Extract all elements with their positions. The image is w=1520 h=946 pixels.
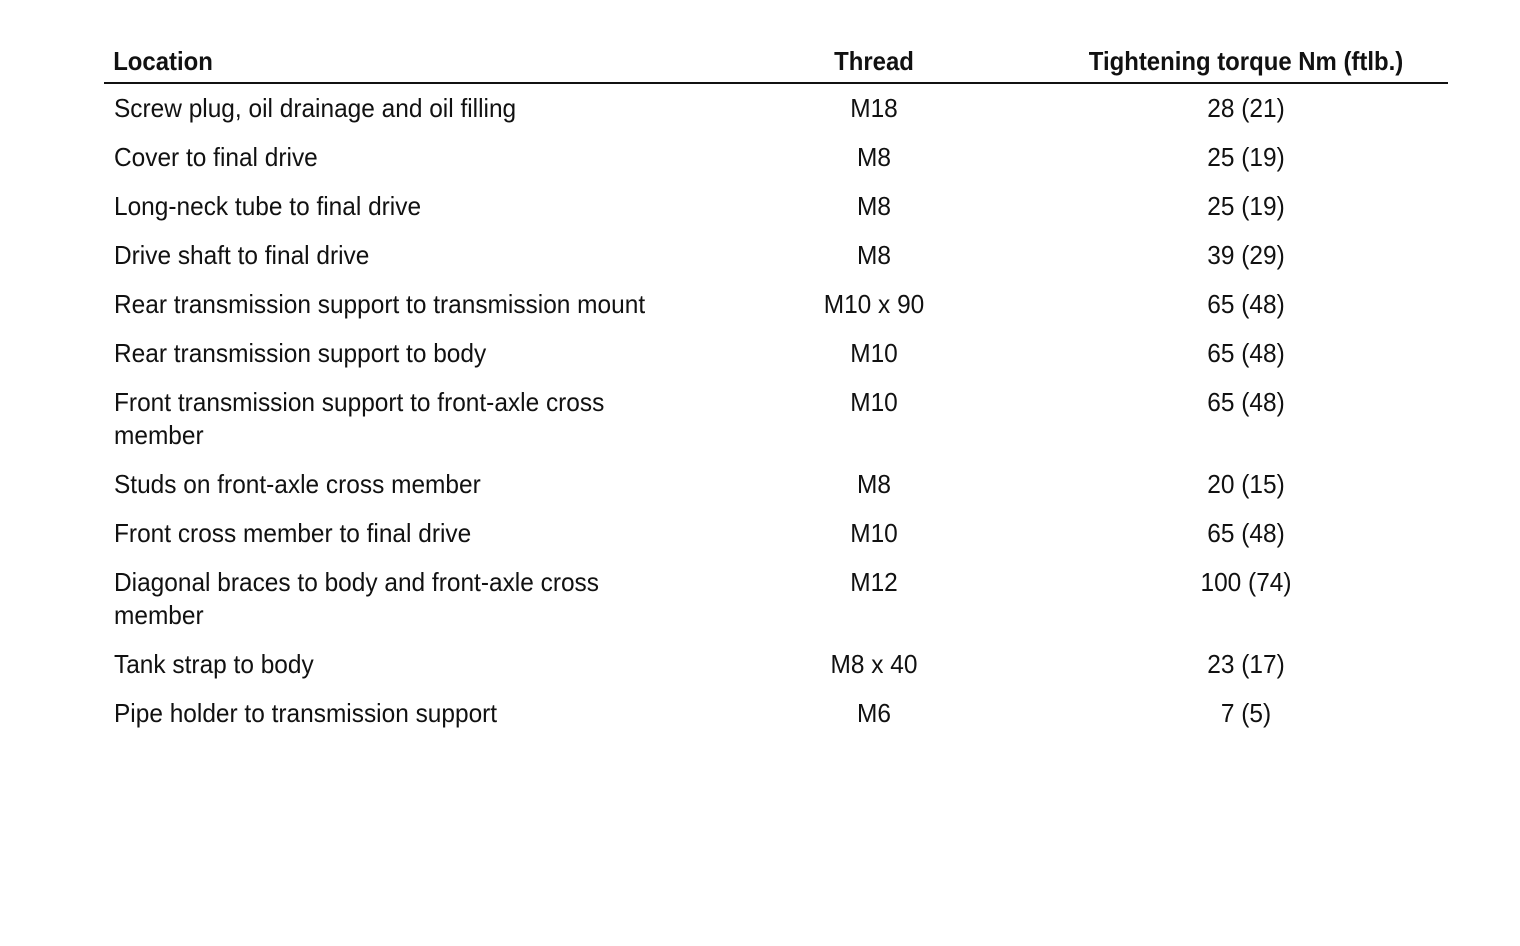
row-torque: 20 (15): [1207, 469, 1285, 499]
row-location: Front cross member to final drive: [114, 518, 472, 548]
row-thread: M10 x 90: [823, 289, 925, 319]
table-row: [104, 509, 1448, 558]
row-location: Studs on front-axle cross member: [114, 469, 481, 499]
row-location: Rear transmission support to transmission mount: [114, 289, 646, 319]
row-torque: 65 (48): [1207, 518, 1285, 548]
row-torque: 100 (74): [1200, 567, 1292, 597]
table-row: [104, 460, 1448, 509]
row-torque: 65 (48): [1207, 387, 1285, 417]
row-location: Diagonal braces to body and front-axle cross member: [114, 567, 599, 630]
row-location: Cover to final drive: [114, 142, 318, 172]
table-row: [104, 640, 1448, 689]
row-location: Drive shaft to final drive: [114, 240, 370, 270]
row-torque: 7 (5): [1220, 698, 1272, 728]
row-torque: 28 (21): [1207, 93, 1285, 123]
row-location: Rear transmission support to body: [114, 338, 487, 368]
row-thread: M10: [850, 387, 898, 417]
row-thread: M8: [857, 191, 891, 221]
torque-table: [104, 40, 1448, 738]
row-location: Long-neck tube to final drive: [114, 191, 422, 221]
row-thread: M18: [850, 93, 898, 123]
header-location: Location: [113, 45, 213, 76]
row-thread: M8: [857, 469, 891, 499]
row-thread: M12: [850, 567, 898, 597]
table-row: [104, 182, 1448, 231]
row-location: Front transmission support to front-axle cross member: [114, 387, 605, 450]
header-thread: Thread: [834, 45, 914, 76]
row-thread: M6: [857, 698, 891, 728]
table-row: [104, 231, 1448, 280]
row-torque: 25 (19): [1207, 191, 1285, 221]
table-row: [104, 84, 1448, 133]
table-row: [104, 378, 1448, 460]
row-torque: 39 (29): [1207, 240, 1285, 270]
header-torque: Tightening torque Nm (ftlb.): [1088, 45, 1404, 76]
table-row: [104, 558, 1448, 640]
row-thread: M8: [857, 142, 891, 172]
row-torque: 23 (17): [1207, 649, 1285, 679]
table-header: [104, 40, 1448, 84]
row-torque: 25 (19): [1207, 142, 1285, 172]
row-thread: M8 x 40: [830, 649, 918, 679]
row-thread: M10: [850, 338, 898, 368]
table-row: [104, 329, 1448, 378]
row-location: Screw plug, oil drainage and oil filling: [114, 93, 517, 123]
table-row: [104, 280, 1448, 329]
table-row: [104, 133, 1448, 182]
row-torque: 65 (48): [1207, 338, 1285, 368]
table-row: [104, 689, 1448, 738]
row-thread: M10: [850, 518, 898, 548]
row-location: Pipe holder to transmission support: [114, 698, 498, 728]
row-location: Tank strap to body: [114, 649, 314, 679]
row-torque: 65 (48): [1207, 289, 1285, 319]
row-thread: M8: [857, 240, 891, 270]
